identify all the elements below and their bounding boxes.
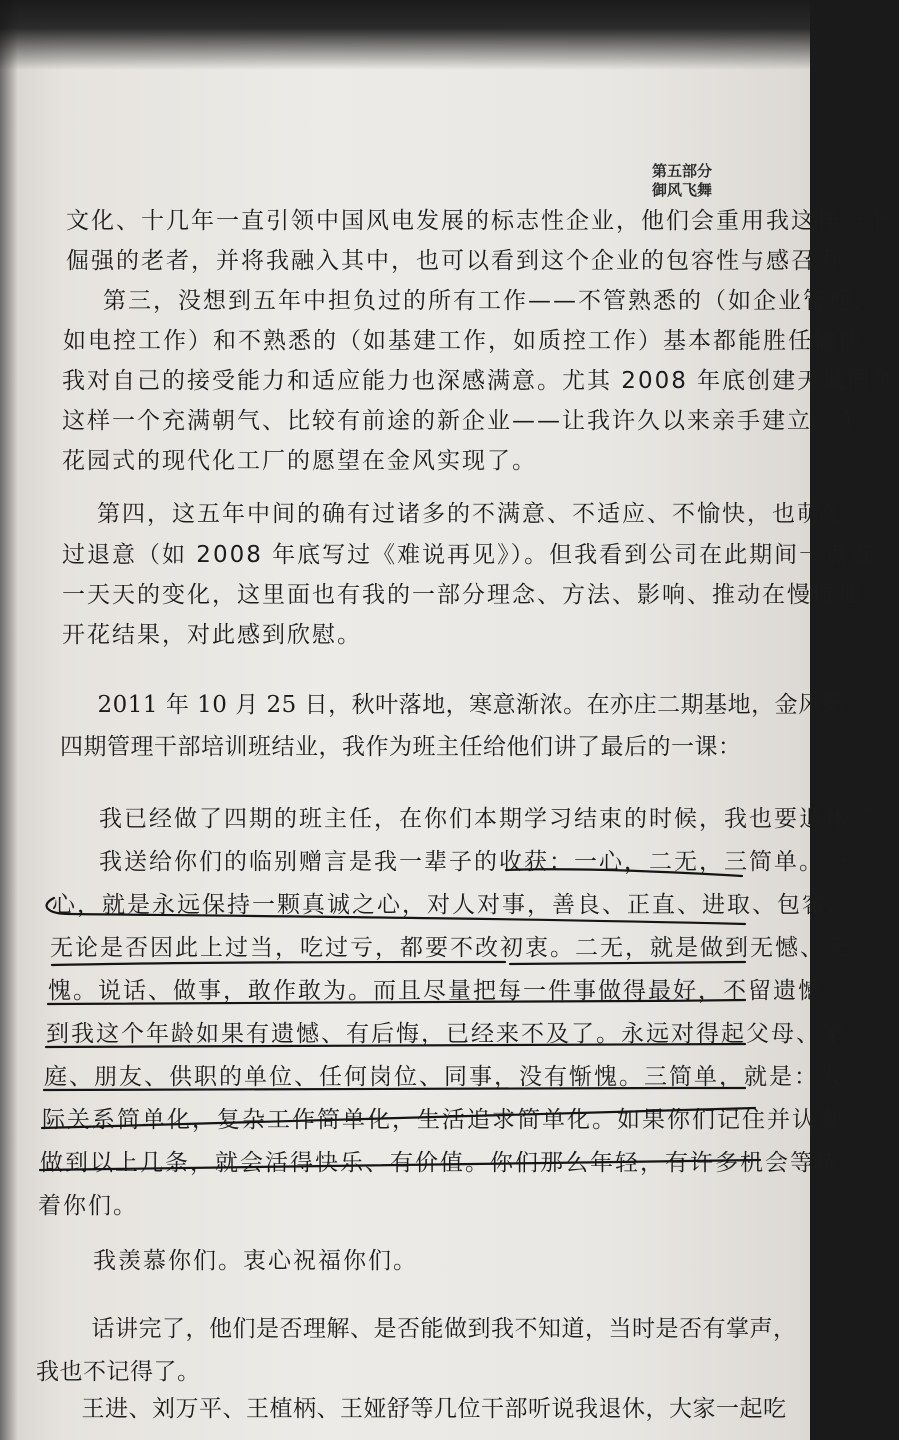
page-top-shadow — [0, 0, 810, 70]
text-line: 开花结果，对此感到欣慰。 — [62, 622, 362, 648]
text-line: 第四，这五年中间的确有过诸多的不满意、不适应、不愉快，也萌生 — [72, 501, 847, 527]
header-title: 御风飞舞 — [651, 181, 712, 199]
text-line: 庭、朋友、供职的单位、任何岗位、同事，没有惭愧。三简单，就是：人 — [44, 1064, 844, 1090]
text-line: 如电控工作）和不熟悉的（如基建工作，如质控工作）基本都能胜任愉快。 — [63, 328, 888, 354]
text-line: 心，就是永远保持一颗真诚之心，对人对事，善良、正直、进取、包容， — [52, 892, 852, 918]
header-part: 第五部分 — [651, 162, 712, 180]
text-line: 这样一个充满朝气、比较有前途的新企业——让我许久以来亲手建立一个 — [62, 408, 862, 434]
text-line: 倔强的老者，并将我融入其中，也可以看到这个企业的包容性与感召力。 — [66, 248, 866, 274]
running-header — [652, 162, 712, 200]
text-line: 到我这个年龄如果有遗憾、有后悔，已经来不及了。永远对得起父母、家 — [46, 1021, 846, 1047]
text-line: 四期管理干部培训班结业，我作为班主任给他们讲了最后的一课： — [60, 734, 742, 760]
text-line: 我也不记得了。 — [36, 1359, 201, 1385]
text-line: 过退意（如 2008 年底写过《难说再见》）。但我看到公司在此期间一点点 — [62, 542, 875, 568]
text-line: 我已经做了四期的班主任，在你们本期学习结束的时候，我也要退休了。 — [74, 806, 899, 832]
text-line: 我对自己的接受能力和适应能力也深感满意。尤其 2008 年底创建天诚同创 — [62, 368, 898, 394]
text-line: 花园式的现代化工厂的愿望在金风实现了。 — [62, 448, 537, 474]
text-line: 愧。说话、做事，敢作敢为。而且尽量把每一件事做得最好，不留遗憾； — [48, 978, 848, 1004]
text-line: 第三，没想到五年中担负过的所有工作——不管熟悉的（如企业管理， — [78, 288, 878, 314]
text-line: 无论是否因此上过当，吃过亏，都要不改初衷。二无，就是做到无憾、无 — [50, 935, 850, 961]
text-line: 话讲完了，他们是否理解、是否能做到我不知道，当时是否有掌声， — [68, 1316, 797, 1342]
text-line: 我送给你们的临别赠言是我一辈子的收获：一心，二无，三简单。一 — [74, 849, 849, 875]
text-line: 着你们。 — [38, 1193, 138, 1219]
text-line: 王进、刘万平、王植柄、王娅舒等几位干部听说我退休，大家一起吃 — [58, 1396, 787, 1422]
text-line: 际关系简单化，复杂工作简单化，生活追求简单化。如果你们记住并认真 — [42, 1107, 842, 1133]
text-line: 一天天的变化，这里面也有我的一部分理念、方法、影响、推动在慢慢地 — [62, 582, 862, 608]
text-line: 我羡慕你们。衷心祝福你们。 — [68, 1248, 418, 1274]
page-left-shadow — [0, 0, 18, 1440]
text-line: 文化、十几年一直引领中国风电发展的标志性企业，他们会重用我这样一个 — [66, 208, 891, 234]
text-line: 2011 年 10 月 25 日，秋叶落地，寒意渐浓。在亦庄二期基地，金风第 — [74, 692, 846, 718]
text-line: 做到以上几条，就会活得快乐、有价值。你们那么年轻，有许多机会等待 — [40, 1150, 840, 1176]
